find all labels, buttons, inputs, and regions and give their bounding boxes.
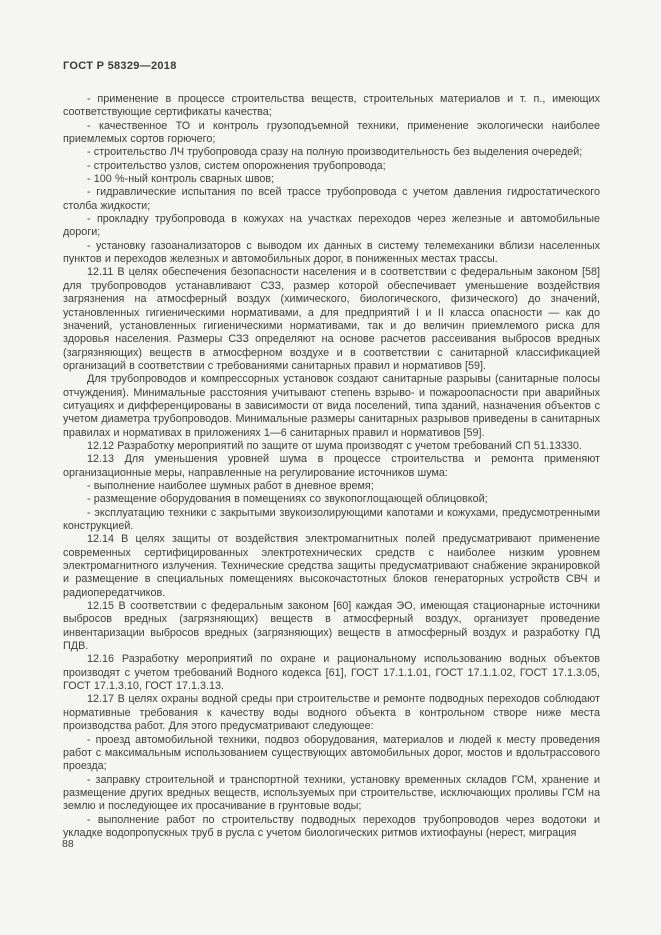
paragraph: 12.12 Разработку мероприятий по защите от шума производят с учетом требований СП 51.13330. [87, 439, 582, 452]
list-item: - проезд автомобильной техники, подвоз оборудования, материалов и людей к месту проведения работ с максимальным использованием существующих автомобильных дорог, мостов и вдольтрассового проезда; [63, 733, 600, 773]
list-item: - заправку строительной и транспортной техники, установку временных складов ГСМ, хранение и размещение других вредных веществ, используемых при строительстве, исключающих проливы ГСМ на землю и последующее их просачивание в грунтовые воды; [63, 773, 600, 813]
document-header-standard-number: ГОСТ Р 58329—2018 [63, 60, 177, 72]
list-item: - строительство узлов, систем опорожнения трубопровода; [87, 159, 386, 172]
document-body [63, 93, 600, 840]
list-item: - качественное ТО и контроль грузоподъемной техники, применение экологически наиболее приемлемых сортов горючего; [63, 119, 600, 146]
paragraph: 12.16 Разработку мероприятий по охране и рациональному использованию водных объектов производят с учетом требований Водного кодекса [61], ГОСТ 17.1.1.01, ГОСТ 17.1.1.02, ГОСТ 17.1.3.05, ГОСТ 17.1.3.10, ГОСТ 17.1.3.13. [63, 653, 600, 693]
list-item: - установку газоанализаторов с выводом их данных в систему телемеханики вблизи населенных пунктов и переходов железных и автомобильных дорог, в пониженных местах трассы. [63, 239, 600, 266]
page-number: 88 [62, 838, 74, 850]
paragraph: 12.13 Для уменьшения уровней шума в процессе строительства и ремонта применяют организационные меры, направленные на регулирование источников шума: [63, 453, 600, 479]
list-item: - выполнение наиболее шумных работ в дневное время; [87, 479, 374, 492]
list-item: - применение в процессе строительства веществ, строительных материалов и т. п., имеющих соответствующие сертификаты качества; [63, 93, 600, 119]
paragraph: 12.11 В целях обеспечения безопасности населения и в соответствии с федеральным законом [58] для трубопроводов устанавливают СЗЗ, размер которой обеспечивает уменьшение воздействия загрязнения на атмосферный воздух (химического, биологического, физического) до значений, установленных гигиеническими нормативами, а для предприятий I и II класса опасности — как до значений, установленных гигиеническими нормативами, так и до величин приемлемого риска для здоровья населения. Размеры СЗЗ определяют на основе расчетов рассеивания выбросов вредных (загрязняющих) веществ в атмосферном воздухе и в соответствии с санитарной классификацией организаций в соответствии с требованиями санитарных правил и нормативов [59]. [63, 266, 600, 372]
paragraph: 12.14 В целях защиты от воздействия электромагнитных полей предусматривают применение современных сертифицированных электротехнических средств с наиболее низким уровнем электромагнитного излучения. Технические средства защиты предусматривают снабжение экранировкой и размещение в специальных помещениях высокочастотных блоков генераторных устройств СВЧ и радиопередатчиков. [63, 533, 600, 599]
list-item: - прокладку трубопровода в кожухах на участках переходов через железные и автомобильные дороги; [63, 213, 600, 239]
list-item: - выполнение работ по строительству подводных переходов трубопроводов через водотоки и укладке водопропускных труб в русла с учетом биологических ритмов ихтиофауны (нерест, миграция [63, 813, 600, 839]
list-item: - гидравлические испытания по всей трассе трубопровода с учетом давления гидростатического столба жидкости; [63, 186, 600, 212]
paragraph: 12.15 В соответствии с федеральным законом [60] каждая ЭО, имеющая стационарные источники выбросов вредных (загрязняющих) веществ в атмосферный воздух, организует проведение инвентаризации выбросов вредных (загрязняющих) веществ в атмосферный воздух и разработку ПД ПДВ. [63, 600, 600, 653]
list-item: - размещение оборудования в помещениях со звукопоглощающей облицовкой; [87, 493, 488, 506]
list-item: - строительство ЛЧ трубопровода сразу на полную производительность без выделения очередей; [87, 146, 583, 159]
list-item: - эксплуатацию техники с закрытыми звукоизолирующими капотами и кожухами, предусмотренными конструкцией. [63, 506, 600, 532]
list-item: - 100 %-ный контроль сварных швов; [87, 173, 275, 186]
paragraph: Для трубопроводов и компрессорных установок создают санитарные разрывы (санитарные полосы отчуждения). Минимальные расстояния учитывают степень взрыво- и пожароопасности при аварийных ситуациях и дифференцированы в зависимости от вида поселений, типа зданий, назначения объектов с учетом диаметра трубопроводов. Минимальные размеры санитарных разрывов приведены в санитарных правилах и нормативах в приложениях 1—6 санитарных правил и нормативов [59]. [63, 373, 600, 439]
paragraph: 12.17 В целях охраны водной среды при строительстве и ремонте подводных переходов соблюдают нормативные требования к качеству воды водного объекта в контрольном створе ниже места производства работ. Для этого предусматривают следующее: [63, 693, 600, 733]
